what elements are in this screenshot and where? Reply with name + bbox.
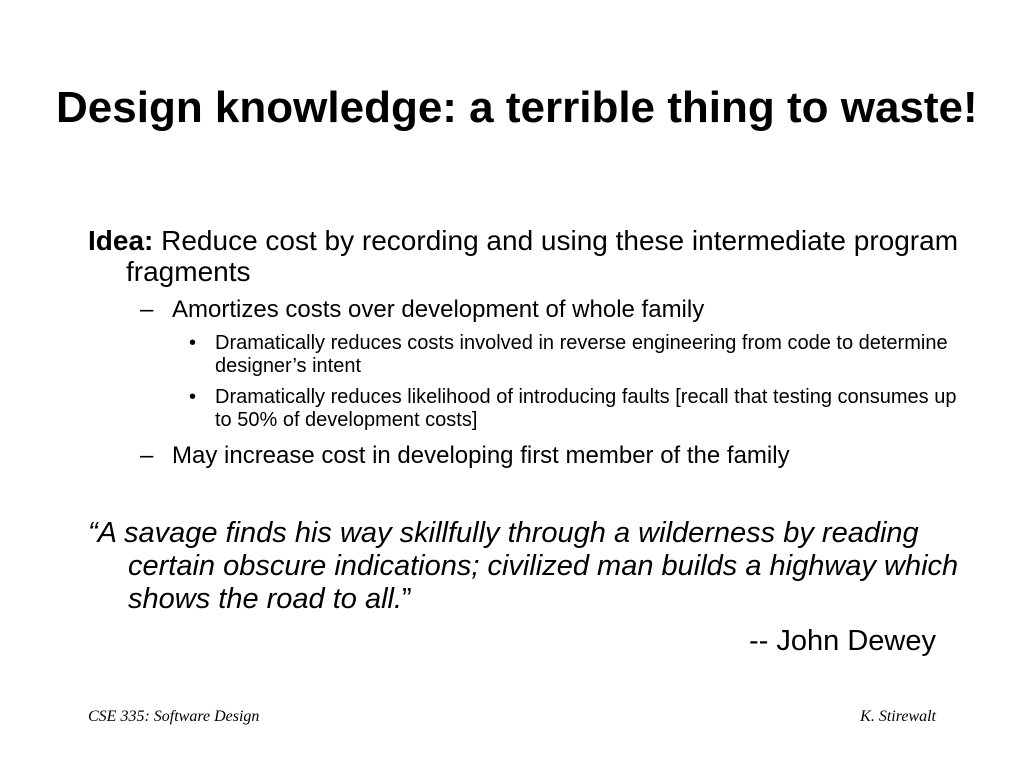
sub-point-increase-cost xyxy=(140,442,972,470)
bullet-marker: • xyxy=(189,332,197,354)
bullet-faults xyxy=(189,386,965,432)
sub-point-text: May increase cost in developing first member of the family xyxy=(172,442,790,469)
sub-point-amortizes xyxy=(140,296,972,324)
idea-label: Idea: xyxy=(88,225,154,256)
dash-marker: – xyxy=(140,442,154,469)
quote-text: “A savage finds his way skillfully through a wilderness by reading certain obscure indications; civilized man builds a highway which shows the road to all. xyxy=(88,517,959,615)
bullet-marker: • xyxy=(189,386,197,408)
footer-author: K. Stirewalt xyxy=(860,708,936,725)
footer-course: CSE 335: Software Design xyxy=(88,708,260,725)
dash-marker: – xyxy=(140,296,154,323)
bullet-text: Dramatically reduces likelihood of introducing faults [recall that testing consumes up to 50% of development costs] xyxy=(215,386,957,431)
bullet-text: Dramatically reduces costs involved in reverse engineering from code to determine designer’s intent xyxy=(215,332,948,377)
idea-text: Reduce cost by recording and using these intermediate program fragments xyxy=(126,225,959,287)
idea-point xyxy=(88,225,986,287)
quote-close-mark: ” xyxy=(402,583,412,615)
sub-point-text: Amortizes costs over development of whole family xyxy=(172,296,705,323)
quote-attribution: -- John Dewey xyxy=(749,625,936,657)
bullet-reverse-engineering xyxy=(189,332,965,378)
slide-title: Design knowledge: a terrible thing to waste! xyxy=(56,83,978,132)
dewey-quote xyxy=(88,517,988,616)
